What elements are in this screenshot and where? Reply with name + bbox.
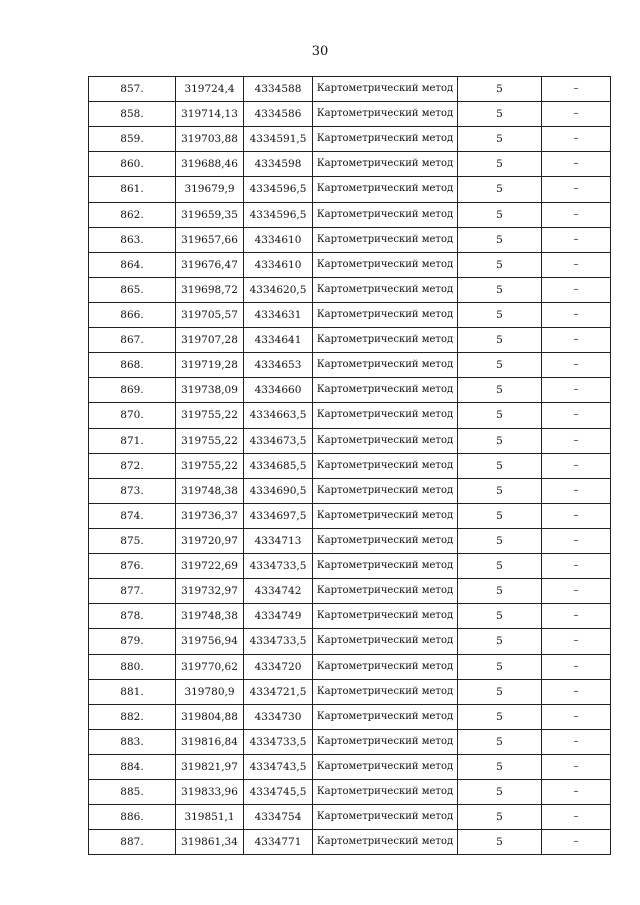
table-row [89, 805, 611, 830]
accuracy-cell: 5 [458, 252, 542, 277]
x-coordinate-cell: 319714,13 [176, 102, 244, 127]
point-number-cell: 881. [89, 679, 176, 704]
accuracy-cell: 5 [458, 453, 542, 478]
y-coordinate-cell: 4334620,5 [244, 277, 313, 302]
accuracy-cell: 5 [458, 277, 542, 302]
y-coordinate-cell: 4334720 [244, 654, 313, 679]
point-number-cell: 868. [89, 353, 176, 378]
y-coordinate-cell: 4334745,5 [244, 780, 313, 805]
method-cell: Картометрический метод [313, 554, 458, 579]
x-coordinate-cell: 319705,57 [176, 302, 244, 327]
x-coordinate-cell: 319659,35 [176, 202, 244, 227]
x-coordinate-cell: 319851,1 [176, 805, 244, 830]
note-cell: – [542, 102, 611, 127]
note-cell: – [542, 528, 611, 553]
method-cell: Картометрический метод [313, 428, 458, 453]
y-coordinate-cell: 4334690,5 [244, 478, 313, 503]
method-cell: Картометрический метод [313, 403, 458, 428]
method-cell: Картометрический метод [313, 102, 458, 127]
accuracy-cell: 5 [458, 127, 542, 152]
note-cell: – [542, 302, 611, 327]
accuracy-cell: 5 [458, 378, 542, 403]
y-coordinate-cell: 4334673,5 [244, 428, 313, 453]
y-coordinate-cell: 4334663,5 [244, 403, 313, 428]
y-coordinate-cell: 4334742 [244, 579, 313, 604]
y-coordinate-cell: 4334641 [244, 328, 313, 353]
point-number-cell: 865. [89, 277, 176, 302]
accuracy-cell: 5 [458, 152, 542, 177]
note-cell: – [542, 403, 611, 428]
table-row [89, 328, 611, 353]
table-row [89, 453, 611, 478]
accuracy-cell: 5 [458, 302, 542, 327]
table-row [89, 403, 611, 428]
note-cell: – [542, 654, 611, 679]
x-coordinate-cell: 319780,9 [176, 679, 244, 704]
table-row [89, 428, 611, 453]
point-number-cell: 884. [89, 754, 176, 779]
point-number-cell: 872. [89, 453, 176, 478]
note-cell: – [542, 554, 611, 579]
accuracy-cell: 5 [458, 830, 542, 855]
note-cell: – [542, 152, 611, 177]
x-coordinate-cell: 319821,97 [176, 754, 244, 779]
table-row [89, 554, 611, 579]
x-coordinate-cell: 319755,22 [176, 453, 244, 478]
method-cell: Картометрический метод [313, 152, 458, 177]
point-number-cell: 870. [89, 403, 176, 428]
accuracy-cell: 5 [458, 554, 542, 579]
y-coordinate-cell: 4334754 [244, 805, 313, 830]
accuracy-cell: 5 [458, 177, 542, 202]
note-cell: – [542, 227, 611, 252]
method-cell: Картометрический метод [313, 629, 458, 654]
note-cell: – [542, 353, 611, 378]
point-number-cell: 863. [89, 227, 176, 252]
y-coordinate-cell: 4334631 [244, 302, 313, 327]
note-cell: – [542, 328, 611, 353]
table-row [89, 503, 611, 528]
table-row [89, 302, 611, 327]
point-number-cell: 876. [89, 554, 176, 579]
table-row [89, 378, 611, 403]
table-row [89, 704, 611, 729]
method-cell: Картометрический метод [313, 302, 458, 327]
note-cell: – [542, 805, 611, 830]
y-coordinate-cell: 4334588 [244, 77, 313, 102]
x-coordinate-cell: 319657,66 [176, 227, 244, 252]
x-coordinate-cell: 319755,22 [176, 403, 244, 428]
accuracy-cell: 5 [458, 805, 542, 830]
y-coordinate-cell: 4334749 [244, 604, 313, 629]
point-number-cell: 857. [89, 77, 176, 102]
x-coordinate-cell: 319833,96 [176, 780, 244, 805]
method-cell: Картометрический метод [313, 754, 458, 779]
method-cell: Картометрический метод [313, 202, 458, 227]
method-cell: Картометрический метод [313, 77, 458, 102]
coordinates-table [88, 76, 611, 855]
point-number-cell: 887. [89, 830, 176, 855]
method-cell: Картометрический метод [313, 127, 458, 152]
x-coordinate-cell: 319861,34 [176, 830, 244, 855]
method-cell: Картометрический метод [313, 453, 458, 478]
note-cell: – [542, 629, 611, 654]
note-cell: – [542, 729, 611, 754]
x-coordinate-cell: 319748,38 [176, 478, 244, 503]
x-coordinate-cell: 319707,28 [176, 328, 244, 353]
y-coordinate-cell: 4334586 [244, 102, 313, 127]
table-row [89, 830, 611, 855]
note-cell: – [542, 478, 611, 503]
y-coordinate-cell: 4334771 [244, 830, 313, 855]
x-coordinate-cell: 319816,84 [176, 729, 244, 754]
method-cell: Картометрический метод [313, 353, 458, 378]
point-number-cell: 869. [89, 378, 176, 403]
point-number-cell: 879. [89, 629, 176, 654]
y-coordinate-cell: 4334653 [244, 353, 313, 378]
table-row [89, 202, 611, 227]
table-row [89, 528, 611, 553]
accuracy-cell: 5 [458, 202, 542, 227]
y-coordinate-cell: 4334660 [244, 378, 313, 403]
table-body [89, 77, 611, 855]
method-cell: Картометрический метод [313, 704, 458, 729]
note-cell: – [542, 754, 611, 779]
table-row [89, 780, 611, 805]
accuracy-cell: 5 [458, 729, 542, 754]
accuracy-cell: 5 [458, 428, 542, 453]
y-coordinate-cell: 4334596,5 [244, 177, 313, 202]
method-cell: Картометрический метод [313, 478, 458, 503]
accuracy-cell: 5 [458, 528, 542, 553]
point-number-cell: 874. [89, 503, 176, 528]
point-number-cell: 885. [89, 780, 176, 805]
accuracy-cell: 5 [458, 478, 542, 503]
note-cell: – [542, 202, 611, 227]
accuracy-cell: 5 [458, 403, 542, 428]
method-cell: Картометрический метод [313, 805, 458, 830]
y-coordinate-cell: 4334733,5 [244, 729, 313, 754]
note-cell: – [542, 604, 611, 629]
table-row [89, 579, 611, 604]
method-cell: Картометрический метод [313, 177, 458, 202]
table-row [89, 277, 611, 302]
method-cell: Картометрический метод [313, 252, 458, 277]
table-row [89, 252, 611, 277]
accuracy-cell: 5 [458, 579, 542, 604]
y-coordinate-cell: 4334610 [244, 252, 313, 277]
y-coordinate-cell: 4334697,5 [244, 503, 313, 528]
point-number-cell: 886. [89, 805, 176, 830]
y-coordinate-cell: 4334721,5 [244, 679, 313, 704]
page-number: 30 [311, 44, 329, 59]
point-number-cell: 862. [89, 202, 176, 227]
accuracy-cell: 5 [458, 328, 542, 353]
x-coordinate-cell: 319719,28 [176, 353, 244, 378]
table-row [89, 754, 611, 779]
table-row [89, 629, 611, 654]
method-cell: Картометрический метод [313, 277, 458, 302]
x-coordinate-cell: 319736,37 [176, 503, 244, 528]
table-row [89, 102, 611, 127]
x-coordinate-cell: 319770,62 [176, 654, 244, 679]
y-coordinate-cell: 4334685,5 [244, 453, 313, 478]
method-cell: Картометрический метод [313, 227, 458, 252]
x-coordinate-cell: 319724,4 [176, 77, 244, 102]
note-cell: – [542, 830, 611, 855]
table-row [89, 177, 611, 202]
point-number-cell: 867. [89, 328, 176, 353]
note-cell: – [542, 77, 611, 102]
y-coordinate-cell: 4334596,5 [244, 202, 313, 227]
point-number-cell: 873. [89, 478, 176, 503]
x-coordinate-cell: 319703,88 [176, 127, 244, 152]
note-cell: – [542, 503, 611, 528]
table-row [89, 77, 611, 102]
table-row [89, 604, 611, 629]
point-number-cell: 861. [89, 177, 176, 202]
note-cell: – [542, 378, 611, 403]
note-cell: – [542, 428, 611, 453]
point-number-cell: 883. [89, 729, 176, 754]
table-row [89, 478, 611, 503]
note-cell: – [542, 780, 611, 805]
x-coordinate-cell: 319748,38 [176, 604, 244, 629]
x-coordinate-cell: 319732,97 [176, 579, 244, 604]
x-coordinate-cell: 319756,94 [176, 629, 244, 654]
method-cell: Картометрический метод [313, 579, 458, 604]
method-cell: Картометрический метод [313, 378, 458, 403]
y-coordinate-cell: 4334743,5 [244, 754, 313, 779]
accuracy-cell: 5 [458, 654, 542, 679]
x-coordinate-cell: 319688,46 [176, 152, 244, 177]
method-cell: Картометрический метод [313, 679, 458, 704]
note-cell: – [542, 177, 611, 202]
table-row [89, 353, 611, 378]
y-coordinate-cell: 4334610 [244, 227, 313, 252]
accuracy-cell: 5 [458, 503, 542, 528]
accuracy-cell: 5 [458, 604, 542, 629]
x-coordinate-cell: 319722,69 [176, 554, 244, 579]
table-row [89, 152, 611, 177]
point-number-cell: 882. [89, 704, 176, 729]
point-number-cell: 880. [89, 654, 176, 679]
table-row [89, 654, 611, 679]
accuracy-cell: 5 [458, 353, 542, 378]
note-cell: – [542, 453, 611, 478]
table-row [89, 679, 611, 704]
accuracy-cell: 5 [458, 77, 542, 102]
x-coordinate-cell: 319755,22 [176, 428, 244, 453]
y-coordinate-cell: 4334591,5 [244, 127, 313, 152]
accuracy-cell: 5 [458, 754, 542, 779]
method-cell: Картометрический метод [313, 604, 458, 629]
method-cell: Картометрический метод [313, 328, 458, 353]
x-coordinate-cell: 319676,47 [176, 252, 244, 277]
y-coordinate-cell: 4334730 [244, 704, 313, 729]
x-coordinate-cell: 319679,9 [176, 177, 244, 202]
y-coordinate-cell: 4334733,5 [244, 629, 313, 654]
point-number-cell: 859. [89, 127, 176, 152]
note-cell: – [542, 579, 611, 604]
accuracy-cell: 5 [458, 629, 542, 654]
table-row [89, 227, 611, 252]
point-number-cell: 864. [89, 252, 176, 277]
note-cell: – [542, 127, 611, 152]
x-coordinate-cell: 319804,88 [176, 704, 244, 729]
table-row [89, 127, 611, 152]
note-cell: – [542, 277, 611, 302]
x-coordinate-cell: 319720,97 [176, 528, 244, 553]
point-number-cell: 875. [89, 528, 176, 553]
method-cell: Картометрический метод [313, 780, 458, 805]
accuracy-cell: 5 [458, 704, 542, 729]
x-coordinate-cell: 319738,09 [176, 378, 244, 403]
table-row [89, 729, 611, 754]
point-number-cell: 878. [89, 604, 176, 629]
y-coordinate-cell: 4334713 [244, 528, 313, 553]
x-coordinate-cell: 319698,72 [176, 277, 244, 302]
accuracy-cell: 5 [458, 102, 542, 127]
method-cell: Картометрический метод [313, 830, 458, 855]
accuracy-cell: 5 [458, 780, 542, 805]
note-cell: – [542, 252, 611, 277]
accuracy-cell: 5 [458, 227, 542, 252]
point-number-cell: 860. [89, 152, 176, 177]
point-number-cell: 871. [89, 428, 176, 453]
point-number-cell: 858. [89, 102, 176, 127]
point-number-cell: 877. [89, 579, 176, 604]
note-cell: – [542, 704, 611, 729]
note-cell: – [542, 679, 611, 704]
accuracy-cell: 5 [458, 679, 542, 704]
point-number-cell: 866. [89, 302, 176, 327]
y-coordinate-cell: 4334598 [244, 152, 313, 177]
method-cell: Картометрический метод [313, 654, 458, 679]
y-coordinate-cell: 4334733,5 [244, 554, 313, 579]
method-cell: Картометрический метод [313, 729, 458, 754]
method-cell: Картометрический метод [313, 503, 458, 528]
method-cell: Картометрический метод [313, 528, 458, 553]
